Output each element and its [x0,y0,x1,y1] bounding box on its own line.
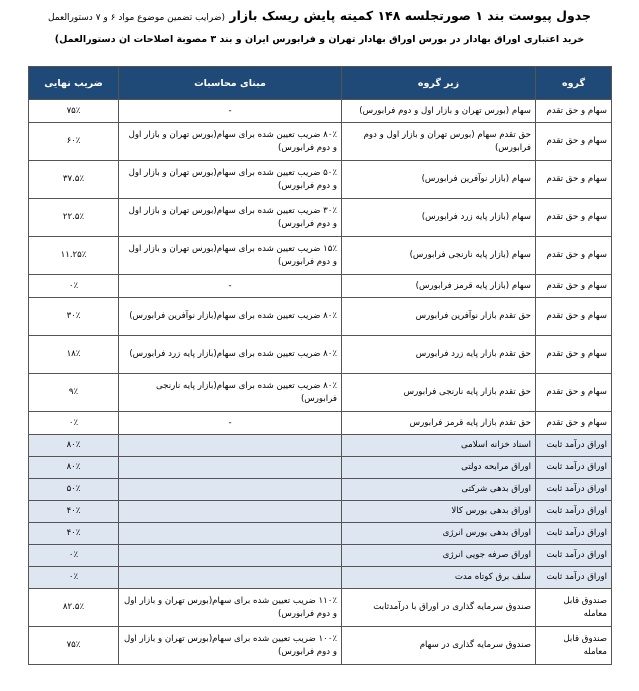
cell-basis [119,457,342,479]
cell-group: صندوق قابل معامله [536,627,612,665]
cell-rate: ۰٪ [29,275,119,298]
cell-group: سهام و حق تقدم [536,100,612,123]
cell-basis [119,567,342,589]
table-header-row [29,67,612,100]
cell-basis: ۸۰٪ ضریب تعیین شده برای سهام(بازار نوآفرین فرابورس) [119,298,342,336]
cell-rate: ۸۲.۵٪ [29,589,119,627]
table-row [29,412,612,435]
cell-rate: ۶۰٪ [29,123,119,161]
cell-group: اوراق درآمد ثابت [536,435,612,457]
cell-rate: ۱۱.۲۵٪ [29,237,119,275]
cell-subgroup: اوراق صرفه جویی انرژی [342,545,536,567]
cell-group: اوراق درآمد ثابت [536,479,612,501]
cell-subgroup: اوراق بدهی شرکتی [342,479,536,501]
table-row [29,501,612,523]
table-row [29,479,612,501]
cell-basis: - [119,412,342,435]
cell-subgroup: حق تقدم بازار پایه نارنجی فرابورس [342,374,536,412]
table-row [29,589,612,627]
cell-group: اوراق درآمد ثابت [536,523,612,545]
cell-subgroup: اوراق بدهی بورس کالا [342,501,536,523]
cell-subgroup: اوراق بدهی بورس انرژی [342,523,536,545]
cell-rate: ۸۰٪ [29,435,119,457]
cell-group: سهام و حق تقدم [536,161,612,199]
header-basis: مبنای محاسبات [119,67,342,100]
table-row [29,374,612,412]
cell-group: اوراق درآمد ثابت [536,545,612,567]
cell-subgroup: اوراق مرابحه دولتی [342,457,536,479]
cell-subgroup: صندوق سرمایه گذاری در سهام [342,627,536,665]
cell-subgroup: سهام (بازار پایه زرد فرابورس) [342,199,536,237]
table-row [29,523,612,545]
cell-basis: ۸۰٪ ضریب تعیین شده برای سهام(بورس تهران و بازار اول و دوم فرابورس) [119,123,342,161]
header-group: گروه [536,67,612,100]
cell-subgroup: حق تقدم سهام (بورس تهران و بازار اول و دوم فرابورس) [342,123,536,161]
cell-subgroup: سهام (بازار پایه قرمز فرابورس) [342,275,536,298]
cell-basis: ۱۰۰٪ ضریب تعیین شده برای سهام(بورس تهران و بازار اول و دوم فرابورس) [119,627,342,665]
cell-group: سهام و حق تقدم [536,237,612,275]
table-row [29,123,612,161]
cell-basis: ۳۰٪ ضریب تعیین شده برای سهام(بورس تهران و بازار اول و دوم فرابورس) [119,199,342,237]
cell-basis: ۵۰٪ ضریب تعیین شده برای سهام(بورس تهران و بازار اول و دوم فرابورس) [119,161,342,199]
cell-group: اوراق درآمد ثابت [536,501,612,523]
cell-subgroup: سهام (بورس تهران و بازار اول و دوم فرابورس) [342,100,536,123]
cell-basis [119,501,342,523]
cell-group: سهام و حق تقدم [536,298,612,336]
table-row [29,298,612,336]
margin-rate-table [28,66,612,665]
table-row [29,237,612,275]
table-row [29,545,612,567]
table-row [29,275,612,298]
cell-group: سهام و حق تقدم [536,199,612,237]
cell-rate: ۰٪ [29,412,119,435]
table-row [29,100,612,123]
cell-subgroup: حق تقدم بازار پایه قرمز فرابورس [342,412,536,435]
cell-subgroup: حق تقدم بازار نوآفرین فرابورس [342,298,536,336]
cell-subgroup: سلف برق کوتاه مدت [342,567,536,589]
table-row [29,161,612,199]
cell-subgroup: صندوق سرمایه گذاری در اوراق با درآمدثابت [342,589,536,627]
header-rate: ضریب نهایی [29,67,119,100]
header-subgroup: زیر گروه [342,67,536,100]
title-main: جدول پیوست بند ۱ صورتجلسه ۱۴۸ کمیته پایش ریسک بازار [229,8,592,23]
cell-subgroup: سهام (بازار نوآفرین فرابورس) [342,161,536,199]
cell-rate: ۹٪ [29,374,119,412]
cell-subgroup: سهام (بازار پایه نارنجی فرابورس) [342,237,536,275]
cell-basis: ۸۰٪ ضریب تعیین شده برای سهام(بازار پایه نارنجی فرابورس) [119,374,342,412]
table-row [29,567,612,589]
cell-group: سهام و حق تقدم [536,123,612,161]
cell-rate: ۷۵٪ [29,100,119,123]
cell-subgroup: اسناد خزانه اسلامی [342,435,536,457]
cell-basis: ۱۵٪ ضریب تعیین شده برای سهام(بورس تهران و بازار اول و دوم فرابورس) [119,237,342,275]
table-row [29,627,612,665]
cell-basis [119,435,342,457]
document-title [10,8,629,23]
cell-group: سهام و حق تقدم [536,374,612,412]
cell-group: سهام و حق تقدم [536,412,612,435]
cell-subgroup: حق تقدم بازار پایه زرد فرابورس [342,336,536,374]
cell-rate: ۰٪ [29,567,119,589]
cell-group: اوراق درآمد ثابت [536,567,612,589]
cell-rate: ۳۰٪ [29,298,119,336]
cell-basis: - [119,275,342,298]
cell-basis: - [119,100,342,123]
cell-basis: ۱۱۰٪ ضریب تعیین شده برای سهام(بورس تهران و بازار اول و دوم فرابورس) [119,589,342,627]
cell-rate: ۲۲.۵٪ [29,199,119,237]
cell-rate: ۴۰٪ [29,523,119,545]
cell-basis [119,479,342,501]
cell-rate: ۷۵٪ [29,627,119,665]
cell-group: سهام و حق تقدم [536,336,612,374]
cell-basis [119,545,342,567]
cell-rate: ۵۰٪ [29,479,119,501]
table-row [29,199,612,237]
cell-rate: ۱۸٪ [29,336,119,374]
table-row [29,336,612,374]
cell-rate: ۴۰٪ [29,501,119,523]
document-subtitle: خرید اعتباری اوراق بهادار در بورس اوراق بهادار تهران و فرابورس ایران و بند ۳ مصوبة اصلاحات آن دستورالعمل) [54,34,585,45]
cell-group: اوراق درآمد ثابت [536,457,612,479]
cell-rate: ۰٪ [29,545,119,567]
cell-group: صندوق قابل معامله [536,589,612,627]
cell-basis: ۸۰٪ ضریب تعیین شده برای سهام(بازار پایه زرد فرابورس) [119,336,342,374]
cell-basis [119,523,342,545]
table-row [29,435,612,457]
title-note: (ضرایب تضمین موضوع مواد ۶ و ۷ دستورالعمل [47,13,226,23]
cell-group: سهام و حق تقدم [536,275,612,298]
cell-rate: ۸۰٪ [29,457,119,479]
cell-rate: ۳۷.۵٪ [29,161,119,199]
table-row [29,457,612,479]
